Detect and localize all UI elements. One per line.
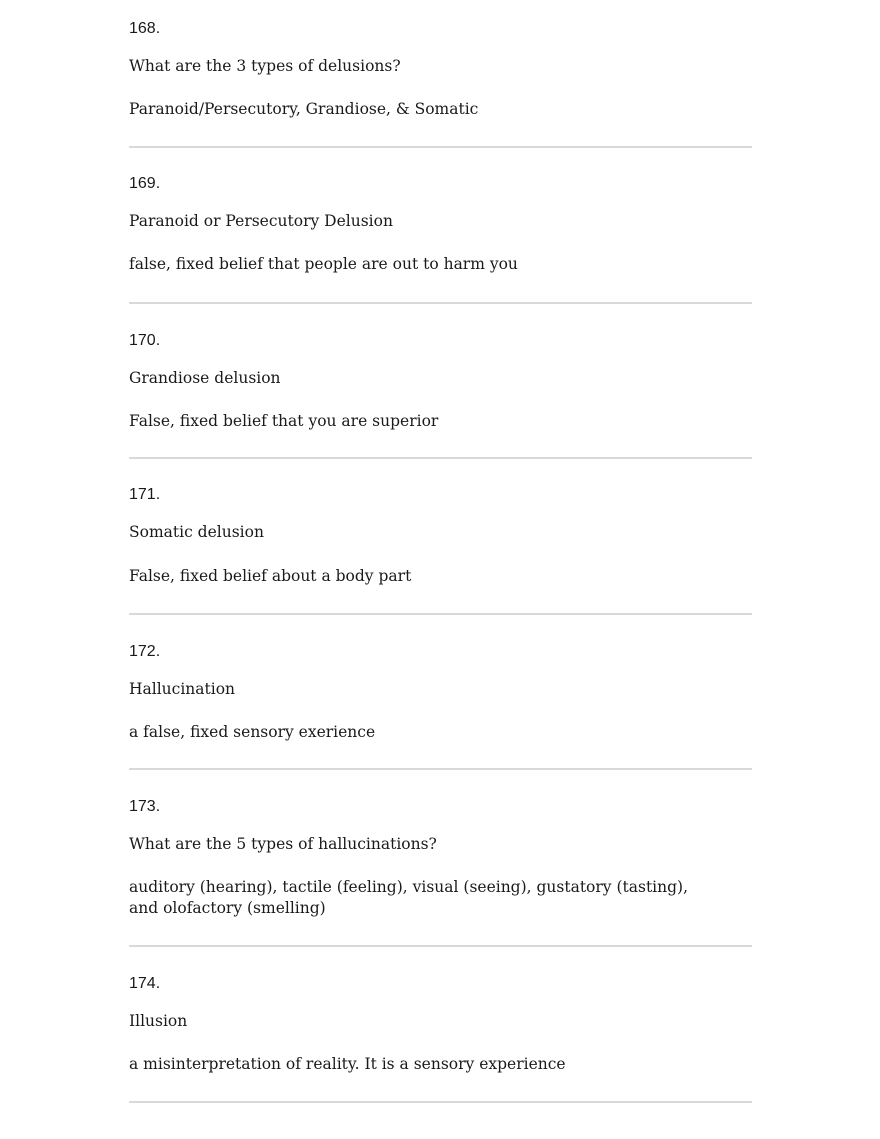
- card-definition: False, fixed belief that you are superior: [129, 412, 439, 430]
- card-term: Grandiose delusion: [129, 369, 281, 387]
- card-number: 174.: [129, 975, 161, 992]
- card-number: 170.: [129, 332, 161, 349]
- flashcard-168: [129, 0, 752, 148]
- flashcard-174: [129, 947, 752, 1103]
- card-number: 168.: [129, 20, 161, 37]
- card-term: Somatic delusion: [129, 523, 264, 541]
- card-definition: a false, fixed sensory exerience: [129, 723, 376, 741]
- card-term: What are the 5 types of hallucinations?: [129, 835, 437, 853]
- flashcard-list: [129, 0, 752, 1103]
- card-number: 171.: [129, 486, 161, 503]
- flashcard-170: [129, 304, 752, 459]
- card-number: 172.: [129, 643, 161, 660]
- card-definition: False, fixed belief about a body part: [129, 567, 412, 585]
- flashcard-172: [129, 615, 752, 770]
- card-definition: Paranoid/Persecutory, Grandiose, & Somatic: [129, 100, 479, 118]
- card-term: Illusion: [129, 1012, 188, 1030]
- flashcard-173: [129, 770, 752, 947]
- card-term: Paranoid or Persecutory Delusion: [129, 212, 393, 230]
- card-number: 169.: [129, 175, 161, 192]
- flashcard-169: [129, 148, 752, 304]
- card-term: Hallucination: [129, 680, 236, 698]
- card-term: What are the 3 types of delusions?: [129, 57, 401, 75]
- card-definition: auditory (hearing), tactile (feeling), visual (seeing), gustatory (tasting), and olofactory (smelling): [129, 878, 689, 917]
- card-definition: a misinterpretation of reality. It is a sensory experience: [129, 1055, 566, 1073]
- card-definition: false, fixed belief that people are out to harm you: [129, 255, 518, 273]
- flashcard-171: [129, 459, 752, 615]
- card-number: 173.: [129, 798, 161, 815]
